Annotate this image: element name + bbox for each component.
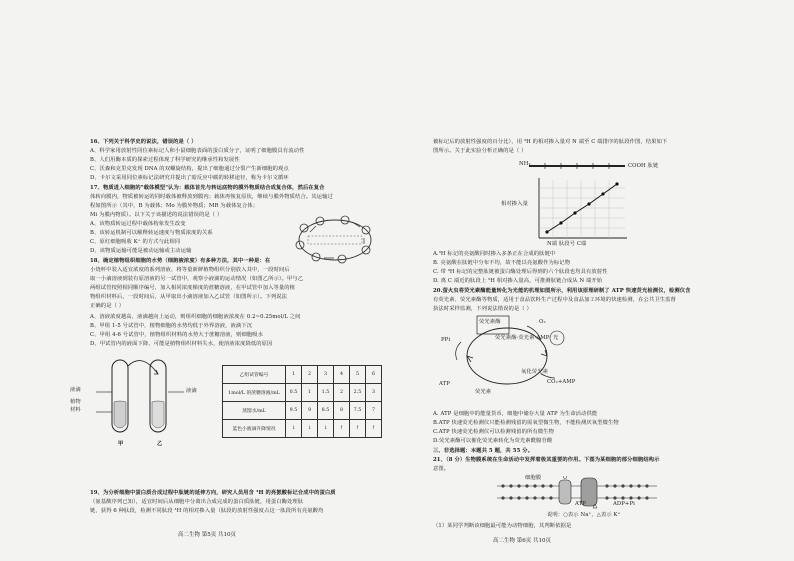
q19-line3: 链，获得 6 种肽段，检测不同肽段 ³H 的相对掺入量（肽段的放射性强度占这一肽段所有亮氨酸均 [90, 508, 324, 514]
tube-label-right: 液滴 [186, 388, 197, 394]
test-tube-figure [92, 352, 202, 462]
q19-option-a: A.³H 标记的亮氨酸同时掺入多条正在合成的肽链中 [433, 251, 556, 257]
q16-stem: 16、下列关于科学史的说法，错误的是（ ） [90, 139, 197, 145]
table-header: 蓝色小液滴升降情况 [223, 420, 286, 438]
q18-option-c: C、甲组 4-6 号试管中，植物组织材料的水势大于蔗糖溶液，则细胞吸水 [90, 332, 264, 338]
q20-option-b: B.ATP 快速荧光检测仪只能检测残留的需氧型微生物，不能检测厌氧型微生物 [433, 420, 619, 426]
q18-line2: 小烧杯中装入适宜浓度的系列溶液，将等量新鲜植物组织分别放入其中，一段时间后 [90, 267, 290, 273]
q18-line4: 两组试管按照相同顺序编号，加入相同浓度梯度的蔗糖溶液，在甲试管中加入等量的植 [90, 285, 296, 291]
table-row [223, 366, 382, 384]
table-cell: ↓ [318, 420, 334, 438]
q19-cont-line1: 被标记后的放射性强度的百分比），用 ³H 的相对掺入量对 N 端至 C 端排序的肽段作图，结果如下 [433, 139, 668, 145]
graph-n-end: NH₂ [519, 161, 531, 167]
table-header: 1mol/L 的蔗糖溶液/mL [223, 384, 286, 402]
graph-c-end: COOH 肽链 [628, 163, 659, 169]
tube-label-left2: 植物 [70, 399, 81, 405]
q18-stem: 18、确定植物组织细胞的水势（细胞液浓度）有多种方法，其中一种是：在 [90, 258, 271, 264]
table-cell: ↑ [350, 420, 366, 438]
membrane-label: 细胞膜 [525, 475, 542, 481]
cycle-o2: O₂ [539, 319, 546, 325]
table-cell: 7 [366, 402, 382, 420]
cycle-atp: ATP [439, 381, 450, 387]
q21-stem: 21、（8 分）生物膜系统在生命活动中发挥着极其重要的作用。下图为某细胞的部分细胞结构示 [433, 457, 660, 463]
table-cell: 9 [302, 402, 318, 420]
table-cell: ↑ [334, 420, 350, 438]
q17-option-b: B、该转运机制可以解释转运速度与物质浓度的关系 [90, 230, 213, 236]
q18-option-d: D、甲试管内的液面下降，可能是植物组织材料失水，使溶液浓度降低的原因 [90, 341, 273, 347]
q17-option-a: A、该物质转运过程中载体构象发生改变 [90, 221, 186, 227]
q18-option-b: B、甲组 1-5 号试管中，植物细胞的水势均低于外界溶液，液滴下沉 [90, 323, 253, 329]
table-cell: 2 [334, 384, 350, 402]
tube-label-yi: 乙 [157, 441, 163, 447]
q19-option-d: D. 离 C 端近的肽段上 ³H 相对掺入量高，可推测肽链合成从 N 端开始 [433, 278, 603, 284]
luciferase-cycle-diagram [437, 312, 577, 404]
table-cell: 3 [366, 384, 382, 402]
cycle-light: 光 [553, 335, 559, 341]
graph-x-label: N端 肽段号 C端 [547, 241, 587, 247]
q21-sub1: （1）某同学判断该细胞最可能为动物细胞，其判断依据是 [433, 523, 572, 529]
table-row [223, 402, 382, 420]
table-cell: 9.5 [286, 402, 302, 420]
section-heading: 三、非选择题：本题共 5 题，共 55 分。 [433, 448, 534, 454]
q16-option-a: A、科学家用放射性同位素标记人和小鼠细胞表面的蛋白质分子，证明了细胞膜具有流动性 [90, 148, 305, 154]
q20-option-a: A. ATP 是细胞中的能量货币，细胞中储存大量 ATP 为生命活动供能 [433, 411, 598, 417]
q20-line3: 执法时采样监测，下列说法错误的是（ ） [433, 306, 532, 312]
cycle-luciferase: 荧光素酶 [479, 319, 501, 325]
table-cell: 1 [302, 384, 318, 402]
q16-option-c: C、沃森和克里克发现 DNA 的双螺旋结构，提出了细胞通过分裂产生新细胞的观点 [90, 166, 289, 172]
cycle-oxyluciferin: 氧化荧光素 [521, 369, 548, 375]
page-footer-left: 高二生物 第5页 共10页 [178, 532, 236, 538]
q20-stem: 20.萤火虫将荧光素酶能量转化为光能的机理如图所示，利用该原理研制了 ATP 快速荧光检测仪，检测仪含 [433, 288, 691, 294]
incorporation-graph [517, 158, 677, 248]
q19-option-c: C. 带 ³H 标记的完整肽链被蛋白酶处理后得到的六个肽段也均具有放射性 [433, 269, 608, 275]
tube-label-left3: 材料 [70, 407, 81, 413]
table-cell: ↑ [366, 420, 382, 438]
table-cell: 8.5 [318, 402, 334, 420]
table-cell: 8 [334, 402, 350, 420]
table-cell: 2 [302, 366, 318, 384]
table-cell: 7.5 [350, 402, 366, 420]
page-6 [397, 0, 794, 561]
table-header: 乙组试管编号 [223, 366, 286, 384]
q17-option-d: D、该物质运输可能是被动运输或主动运输 [90, 248, 192, 254]
page-footer-right: 高二生物 第6页 共10页 [493, 538, 551, 544]
table-row [223, 384, 382, 402]
q21-line2: 意图。 [433, 466, 450, 472]
q19-line2: （氨基酸序列已知），适宜时间后从细胞中分离出合成完成的蛋白质肽链，用蛋白酶处理肽 [90, 499, 304, 505]
q17-line3: 程如图所示（其中，B 为载体；Mo 为膜外物质；MR 为载体复合体； [90, 203, 259, 209]
q18-line6: 正确的是（ ） [90, 303, 125, 309]
q19-cont-line2: 图所示。关于此实验分析正确的是（ ） [433, 148, 527, 154]
cycle-ppi: PPi [441, 337, 451, 343]
table-cell: 0.5 [286, 384, 302, 402]
q18-line5: 物组织材料后，一段时间后，从甲取出小滴溶液加入乙试管（如图所示）。下列说法 [90, 294, 288, 300]
q18-option-a: A、溶液浓度越高，液滴越向上运动，则组织细胞的细胞液浓度在 0.2~0.25mol/L 之间 [90, 314, 301, 320]
table-row [223, 420, 382, 438]
table-cell: 2.5 [350, 384, 366, 402]
carrier-cycle-diagram [290, 212, 380, 266]
table-cell: 3 [318, 366, 334, 384]
q17-line2: 体转向膜内，物质被转运的同时载体被释放到膜内；载体再恢复原状，继续与膜外物质结合。其运输过 [90, 194, 333, 200]
sucrose-table [222, 365, 382, 438]
q18-line3: 取一小滴溶液到装有原溶液的另一试管中，观察小液滴的运动情况（如图乙所示）。甲与乙 [90, 276, 304, 282]
table-cell: 4 [334, 366, 350, 384]
q19-stem: 19、为分析细胞中蛋白质合成过程中肽链的延伸方向，研究人员用含 ³H 的亮氨酸标记合成中的蛋白质 [90, 490, 336, 496]
table-header: 蒸馏水/mL [223, 402, 286, 420]
q17-line4: Mi 为膜内物质）。以下关于该描述的说法错误的是（ ） [90, 212, 223, 218]
table-cell: ↓ [302, 420, 318, 438]
table-cell: 6 [366, 366, 382, 384]
q20-option-d: D.荧光素酶可以催化荧光素转化为荧光素酰腺苷酸 [433, 438, 553, 444]
table-cell: ↓ [286, 420, 302, 438]
graph-y-label: 相对掺入量 [501, 201, 528, 207]
membrane-legend: 说明：○表示 Na⁺，△表示 K⁺ [547, 512, 621, 518]
q16-option-d: D、卡尔文采用同位素标记法研究并提出了暗反应中碳的转移途径，称为卡尔文循环 [90, 175, 289, 181]
table-cell: 5 [350, 366, 366, 384]
q20-option-c: C.ATP 快速荧光检测仪可以检测残留的所有微生物 [433, 429, 555, 435]
q17-option-c: C、原红细胞吸收 K⁺ 的方式与此相同 [90, 239, 181, 245]
q20-line2: 有荧光素、荧光素酶等物质，适用于食品饮料生产过程中及食品加工环境的快速检测，在公共卫生监督 [433, 297, 676, 303]
tube-label-left: 液滴 [70, 387, 81, 393]
table-cell: 1 [286, 366, 302, 384]
cycle-amp: CO₂+AMP [547, 379, 576, 385]
tube-label-jia: 甲 [118, 441, 124, 447]
cycle-enzyme-state: 荧光素酶·荧光素·AMP [495, 335, 550, 341]
q16-option-b: B、人们用酶本质的探索过程体现了科学研究的继承性和发展性 [90, 157, 240, 163]
cycle-luciferin: 荧光素 [475, 389, 492, 395]
membrane-adp: ADP+Pi [613, 501, 635, 507]
q17-stem: 17、物质进入细胞的"载体模型"认为：载体首先与转运底物的膜外物质结合成复合体，然后在复合 [90, 185, 325, 191]
q19-option-b: B. 亮氨酸在肽链中分布不均，故不能以亮氨酸作为标记物 [433, 260, 571, 266]
membrane-atp: ATP [575, 501, 586, 507]
table-cell: 1.5 [318, 384, 334, 402]
